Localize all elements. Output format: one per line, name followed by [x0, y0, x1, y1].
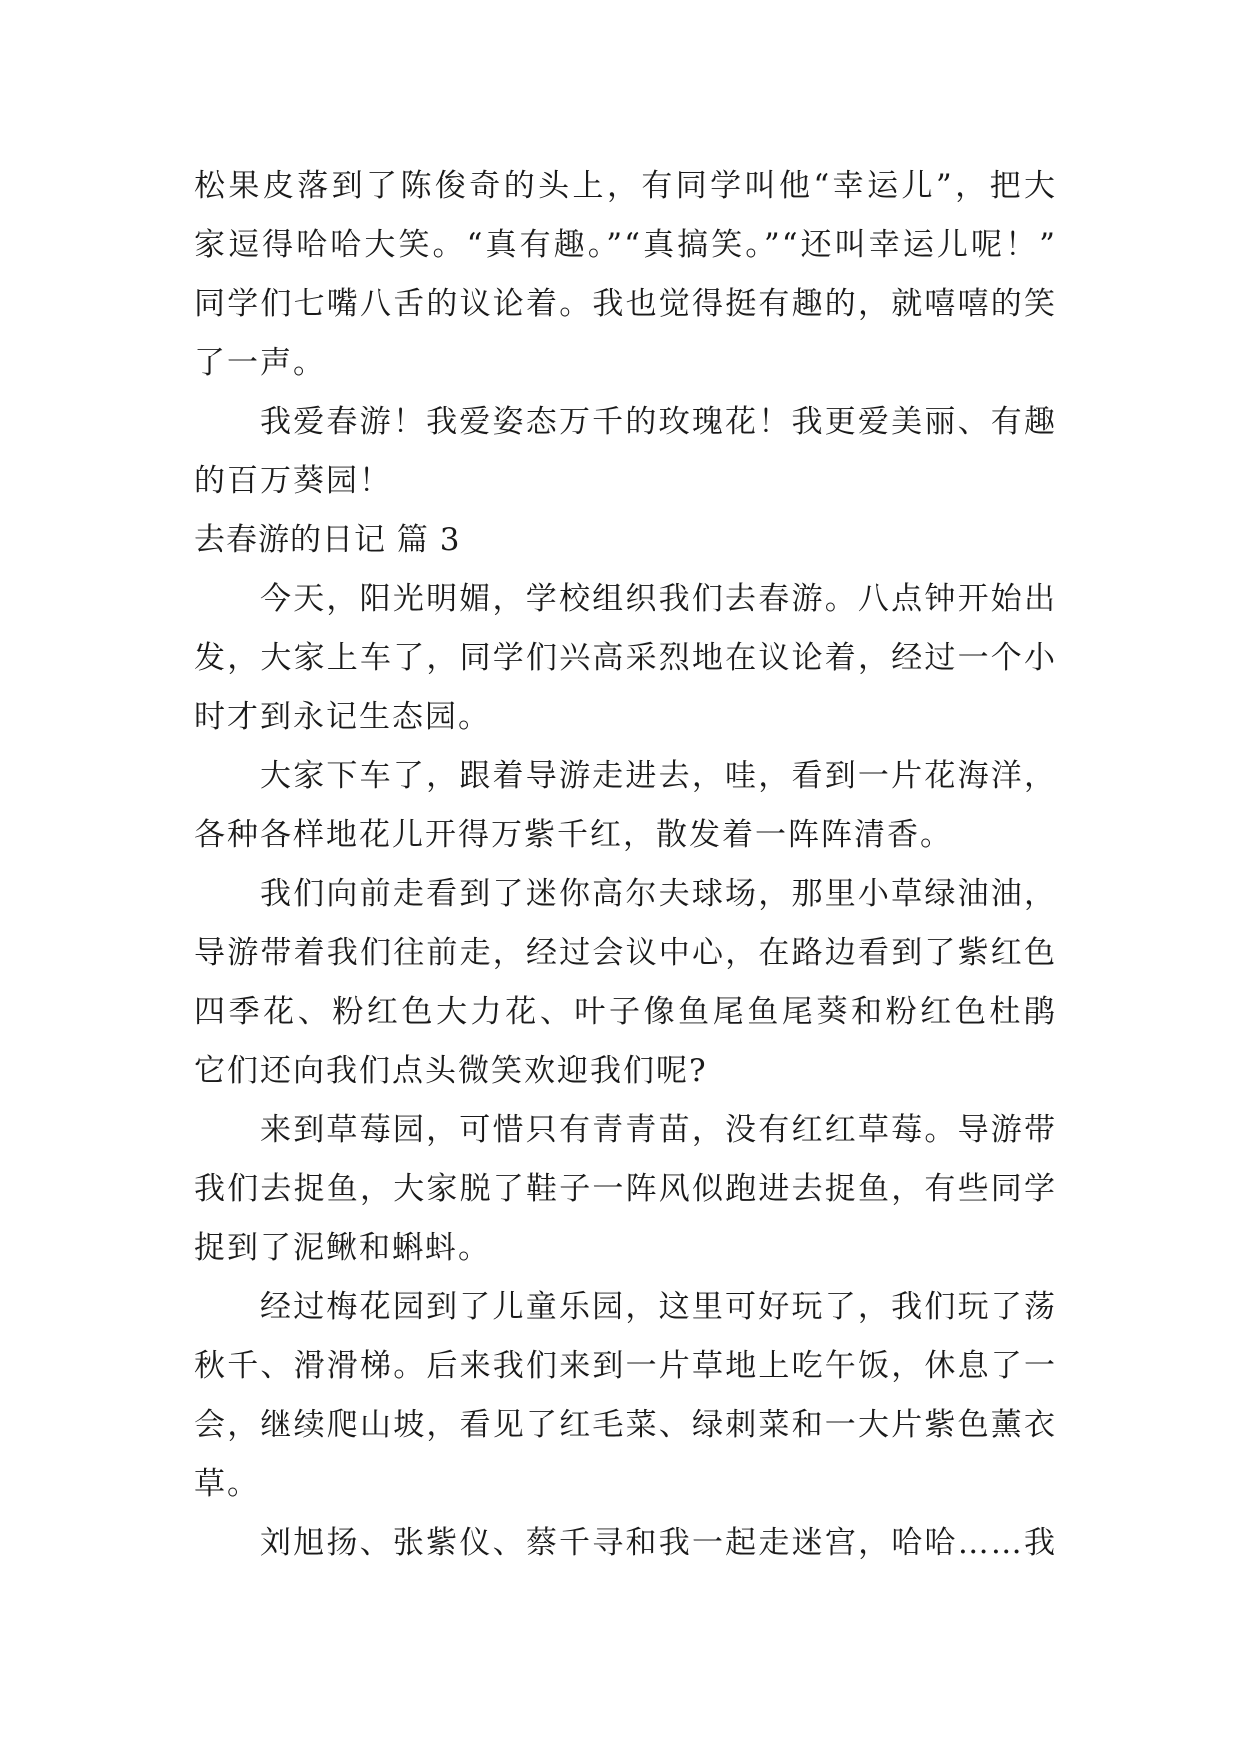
- paragraph: [194, 1101, 1057, 1278]
- text-line: 导游带着我们往前走，经过会议中心，在路边看到了紫红色: [194, 935, 1057, 971]
- text-line: 刘旭扬、张紫仪、蔡千寻和我一起走迷宫，哈哈……我: [260, 1525, 1057, 1561]
- text-line: 秋千、滑滑梯。后来我们来到一片草地上吃午饭，休息了一: [194, 1348, 1057, 1384]
- text-line: 松果皮落到了陈俊奇的头上，有同学叫他“幸运儿”，把大: [194, 168, 1057, 204]
- text-line: 它们还向我们点头微笑欢迎我们呢?: [194, 1053, 708, 1089]
- paragraph: [194, 747, 1057, 865]
- text-line: 各种各样地花儿开得万紫千红，散发着一阵阵清香。: [194, 817, 953, 853]
- text-line: 今天，阳光明媚，学校组织我们去春游。八点钟开始出: [260, 581, 1057, 617]
- paragraph: [194, 1514, 1057, 1573]
- paragraph: [194, 1278, 1057, 1514]
- text-line: 的百万葵园！: [194, 463, 392, 499]
- text-line: 时才到永记生态园。: [194, 699, 491, 735]
- text-line: 我们向前走看到了迷你高尔夫球场，那里小草绿油油，: [260, 876, 1057, 912]
- paragraph: [194, 393, 1057, 511]
- section-heading: 去春游的日记 篇 3: [194, 522, 461, 558]
- text-line: 我们去捉鱼，大家脱了鞋子一阵风似跑进去捉鱼，有些同学: [194, 1171, 1057, 1207]
- text-line: 同学们七嘴八舌的议论着。我也觉得挺有趣的，就嘻嘻的笑: [194, 286, 1057, 322]
- text-line: 家逗得哈哈大笑。“真有趣。”“真搞笑。”“还叫幸运儿呢！”: [194, 227, 1057, 263]
- paragraph: [194, 157, 1057, 393]
- paragraph: [194, 570, 1057, 747]
- text-line: 草。: [194, 1466, 260, 1502]
- text-line: 了一声。: [194, 345, 326, 381]
- text-line: 大家下车了，跟着导游走进去，哇，看到一片花海洋，: [260, 758, 1057, 794]
- text-line: 来到草莓园，可惜只有青青苗，没有红红草莓。导游带: [260, 1112, 1057, 1148]
- document-body: [194, 157, 1057, 1573]
- text-line: 会，继续爬山坡，看见了红毛菜、绿刺菜和一大片紫色薰衣: [194, 1407, 1057, 1443]
- text-line: 经过梅花园到了儿童乐园，这里可好玩了，我们玩了荡: [260, 1289, 1057, 1325]
- paragraph: [194, 865, 1057, 1101]
- text-line: 捉到了泥鳅和蝌蚪。: [194, 1230, 491, 1266]
- text-line: 我爱春游！我爱姿态万千的玫瑰花！我更爱美丽、有趣: [260, 404, 1057, 440]
- text-line: 发，大家上车了，同学们兴高采烈地在议论着，经过一个小: [194, 640, 1057, 676]
- text-line: 四季花、粉红色大力花、叶子像鱼尾鱼尾葵和粉红色杜鹃: [194, 994, 1057, 1030]
